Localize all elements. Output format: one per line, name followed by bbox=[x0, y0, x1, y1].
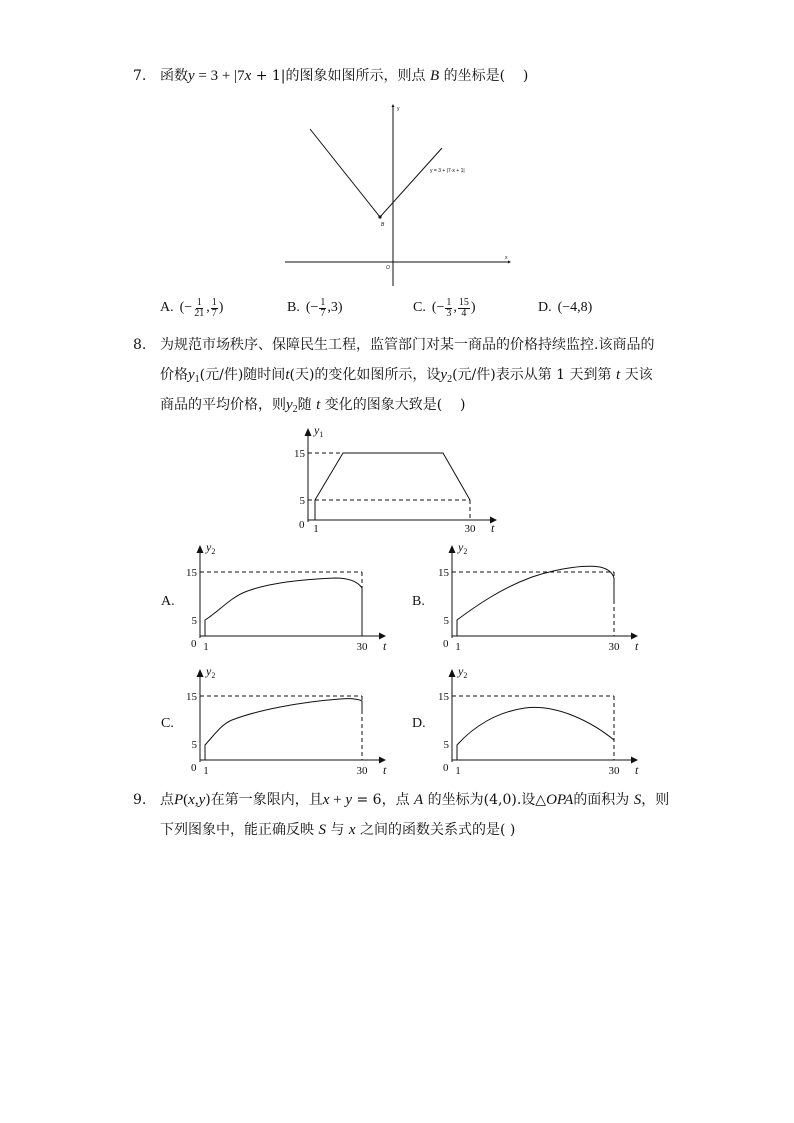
y-axis-subscript: 2 bbox=[463, 547, 468, 556]
choice-c-label: C. bbox=[161, 716, 174, 731]
math-var: y bbox=[286, 397, 293, 413]
origin-label: O bbox=[386, 265, 390, 271]
x-axis-label: x bbox=[505, 255, 508, 261]
stem-text: ，则 bbox=[641, 792, 670, 808]
paren-open: (− bbox=[431, 300, 445, 315]
t-axis-label: t bbox=[383, 763, 387, 777]
y-axis-letter: y bbox=[206, 540, 212, 554]
stem-text: 的坐标是( ) bbox=[439, 68, 529, 84]
tick-5: 5 bbox=[191, 739, 197, 751]
math-var: x bbox=[188, 792, 195, 808]
origin-label: 0 bbox=[443, 638, 449, 650]
math-var: OPA bbox=[546, 792, 574, 808]
math-var: B bbox=[429, 68, 440, 84]
y-axis-subscript: 1 bbox=[319, 430, 324, 439]
math-var: x bbox=[322, 792, 330, 808]
y-axis-arrow bbox=[197, 545, 204, 553]
tick-30: 30 bbox=[464, 523, 476, 535]
math-var: P bbox=[174, 792, 184, 808]
tick-15: 15 bbox=[294, 448, 305, 460]
t-axis-label: t bbox=[635, 763, 639, 777]
stem-text: (元/件)表示从第 1 天到第 bbox=[452, 367, 616, 383]
y-axis-label bbox=[205, 664, 215, 680]
math-text: + bbox=[329, 792, 346, 808]
numerator: 1 bbox=[196, 296, 202, 308]
tick-1: 1 bbox=[455, 765, 461, 777]
option-label: D. bbox=[538, 300, 552, 315]
q7-graph bbox=[285, 104, 511, 286]
y-axis-letter: y bbox=[314, 423, 320, 437]
paren-close: ) bbox=[470, 300, 476, 315]
y-axis-label bbox=[457, 664, 467, 680]
y-axis-subscript: 2 bbox=[463, 671, 468, 680]
abs-value-curve bbox=[310, 129, 442, 217]
tick-15: 15 bbox=[186, 567, 197, 579]
choice-b-label: B. bbox=[412, 594, 425, 609]
denominator: 7 bbox=[211, 307, 217, 319]
origin-label: 0 bbox=[299, 519, 305, 531]
tick-1: 1 bbox=[203, 765, 209, 777]
y-axis-arrow bbox=[449, 545, 456, 553]
denominator: 4 bbox=[461, 307, 467, 319]
tick-5: 5 bbox=[443, 739, 449, 751]
y-axis-subscript: 2 bbox=[211, 671, 216, 680]
tick-30: 30 bbox=[356, 765, 368, 777]
y-axis-arrow bbox=[449, 669, 456, 677]
paren-close: ) bbox=[218, 300, 224, 315]
stem-text: 之间的函数关系式的是( ) bbox=[355, 822, 516, 838]
choice-d-graph bbox=[438, 664, 639, 777]
stem-text: (元/件)随时间 bbox=[199, 367, 286, 383]
option-label: A. bbox=[160, 300, 174, 315]
t-axis-label: t bbox=[635, 639, 639, 653]
tick-1: 1 bbox=[455, 641, 461, 653]
origin-label: 0 bbox=[443, 762, 449, 774]
tick-5: 5 bbox=[443, 615, 449, 627]
stem-text: 与 bbox=[325, 822, 349, 838]
numerator: 1 bbox=[211, 296, 217, 308]
x-axis-arrow bbox=[508, 261, 511, 264]
origin-label: 0 bbox=[191, 638, 197, 650]
denominator: 3 bbox=[446, 307, 452, 319]
q8-number: 8. bbox=[133, 337, 147, 353]
stem-text: )在第一象限内，且 bbox=[205, 792, 323, 808]
math-var: S bbox=[633, 792, 642, 808]
math-var: y bbox=[345, 792, 353, 808]
stem-text: 点 bbox=[160, 792, 174, 808]
y2-curve bbox=[457, 707, 614, 760]
curve-label: y = 3 + |7·x + 1| bbox=[430, 168, 465, 174]
separator: , bbox=[453, 300, 457, 315]
stem-text: 的坐标为(4,0).设△ bbox=[423, 792, 547, 808]
tick-30: 30 bbox=[608, 641, 620, 653]
math-var: x bbox=[244, 68, 252, 84]
math-var: y bbox=[188, 367, 195, 383]
option-value: (−4,8) bbox=[557, 300, 593, 315]
math-var: y bbox=[440, 367, 448, 383]
t-axis-label: t bbox=[491, 521, 495, 535]
origin-label: 0 bbox=[191, 762, 197, 774]
subscript: 2 bbox=[447, 374, 453, 385]
math-var: t bbox=[316, 397, 321, 413]
q7-number: 7. bbox=[133, 68, 147, 84]
point-b-label: B bbox=[381, 222, 385, 228]
numerator: 1 bbox=[446, 296, 452, 308]
denominator: 7 bbox=[320, 307, 326, 319]
subscript: 1 bbox=[194, 374, 200, 385]
choice-a-graph bbox=[186, 540, 387, 653]
stem-text: 函数 bbox=[160, 68, 188, 84]
y1-price-curve bbox=[315, 453, 470, 500]
math-var: t bbox=[616, 367, 621, 383]
stem-text: 为规范市场秩序、保障民生工程，监管部门对某一商品的价格持续监控.该商品的 bbox=[160, 337, 655, 353]
math-var: y bbox=[188, 68, 195, 84]
y-axis-letter: y bbox=[458, 664, 464, 678]
math-var: A bbox=[414, 792, 424, 808]
tick-30: 30 bbox=[356, 641, 368, 653]
option-label: C. bbox=[413, 300, 426, 315]
choice-d-label: D. bbox=[412, 716, 426, 731]
denominator: 21 bbox=[194, 307, 205, 319]
math-var: S bbox=[318, 822, 326, 838]
choice-b-graph bbox=[438, 540, 639, 653]
tick-15: 15 bbox=[186, 691, 197, 703]
numerator: 15 bbox=[458, 296, 469, 308]
stem-text: = 6，点 bbox=[352, 792, 415, 808]
numerator: 1 bbox=[320, 296, 326, 308]
tick-30: 30 bbox=[608, 765, 620, 777]
separator: , bbox=[206, 300, 210, 315]
point-b-dot bbox=[378, 215, 381, 218]
tick-5: 5 bbox=[191, 615, 197, 627]
y-axis-label bbox=[313, 423, 323, 439]
paren-open: (− bbox=[305, 300, 319, 315]
t-axis-label: t bbox=[383, 639, 387, 653]
q8-price-chart bbox=[294, 423, 497, 535]
y-axis-arrow bbox=[392, 104, 395, 107]
tick-1: 1 bbox=[313, 523, 319, 535]
tick-15: 15 bbox=[438, 567, 449, 579]
math-var: x bbox=[348, 822, 356, 838]
option-label: B. bbox=[287, 300, 300, 315]
y-axis-arrow bbox=[305, 428, 312, 436]
math-text: ( bbox=[183, 792, 189, 808]
y-axis-letter: y bbox=[206, 664, 212, 678]
math-var: t bbox=[285, 367, 290, 383]
math-text: , bbox=[194, 792, 199, 808]
tick-1: 1 bbox=[203, 641, 209, 653]
option-rest: ,3) bbox=[327, 300, 343, 315]
y2-curve bbox=[457, 566, 614, 636]
stem-text: + 1|的图象如图所示，则点 bbox=[251, 68, 430, 84]
y2-curve bbox=[205, 699, 362, 760]
stem-text: 商品的平均价格，则 bbox=[160, 397, 286, 413]
math-var: y bbox=[198, 792, 206, 808]
y-axis-letter: y bbox=[458, 540, 464, 554]
y-axis-label: y bbox=[397, 106, 400, 112]
q9-number: 9. bbox=[133, 792, 147, 808]
paren-open: (− bbox=[179, 300, 193, 315]
y-axis-label bbox=[457, 540, 467, 556]
y2-curve bbox=[205, 578, 362, 636]
y-axis-arrow bbox=[197, 669, 204, 677]
subscript: 2 bbox=[292, 404, 298, 415]
choice-c-graph bbox=[186, 664, 387, 777]
stem-text: 变化的图象大致是( ) bbox=[320, 397, 466, 413]
tick-5: 5 bbox=[299, 495, 305, 507]
stem-text: 天该 bbox=[620, 367, 653, 383]
math-text: = 3 + |7 bbox=[194, 68, 245, 84]
stem-text: 随 bbox=[297, 397, 317, 413]
stem-text: 的面积为 bbox=[573, 792, 634, 808]
stem-text: (天)的变化如图所示，设 bbox=[289, 367, 441, 383]
y-axis-subscript: 2 bbox=[211, 547, 216, 556]
tick-15: 15 bbox=[438, 691, 449, 703]
stem-text: 价格 bbox=[160, 367, 188, 383]
stem-text: 下列图象中，能正确反映 bbox=[160, 822, 319, 838]
choice-a-label: A. bbox=[161, 594, 175, 609]
y-axis-label bbox=[205, 540, 215, 556]
